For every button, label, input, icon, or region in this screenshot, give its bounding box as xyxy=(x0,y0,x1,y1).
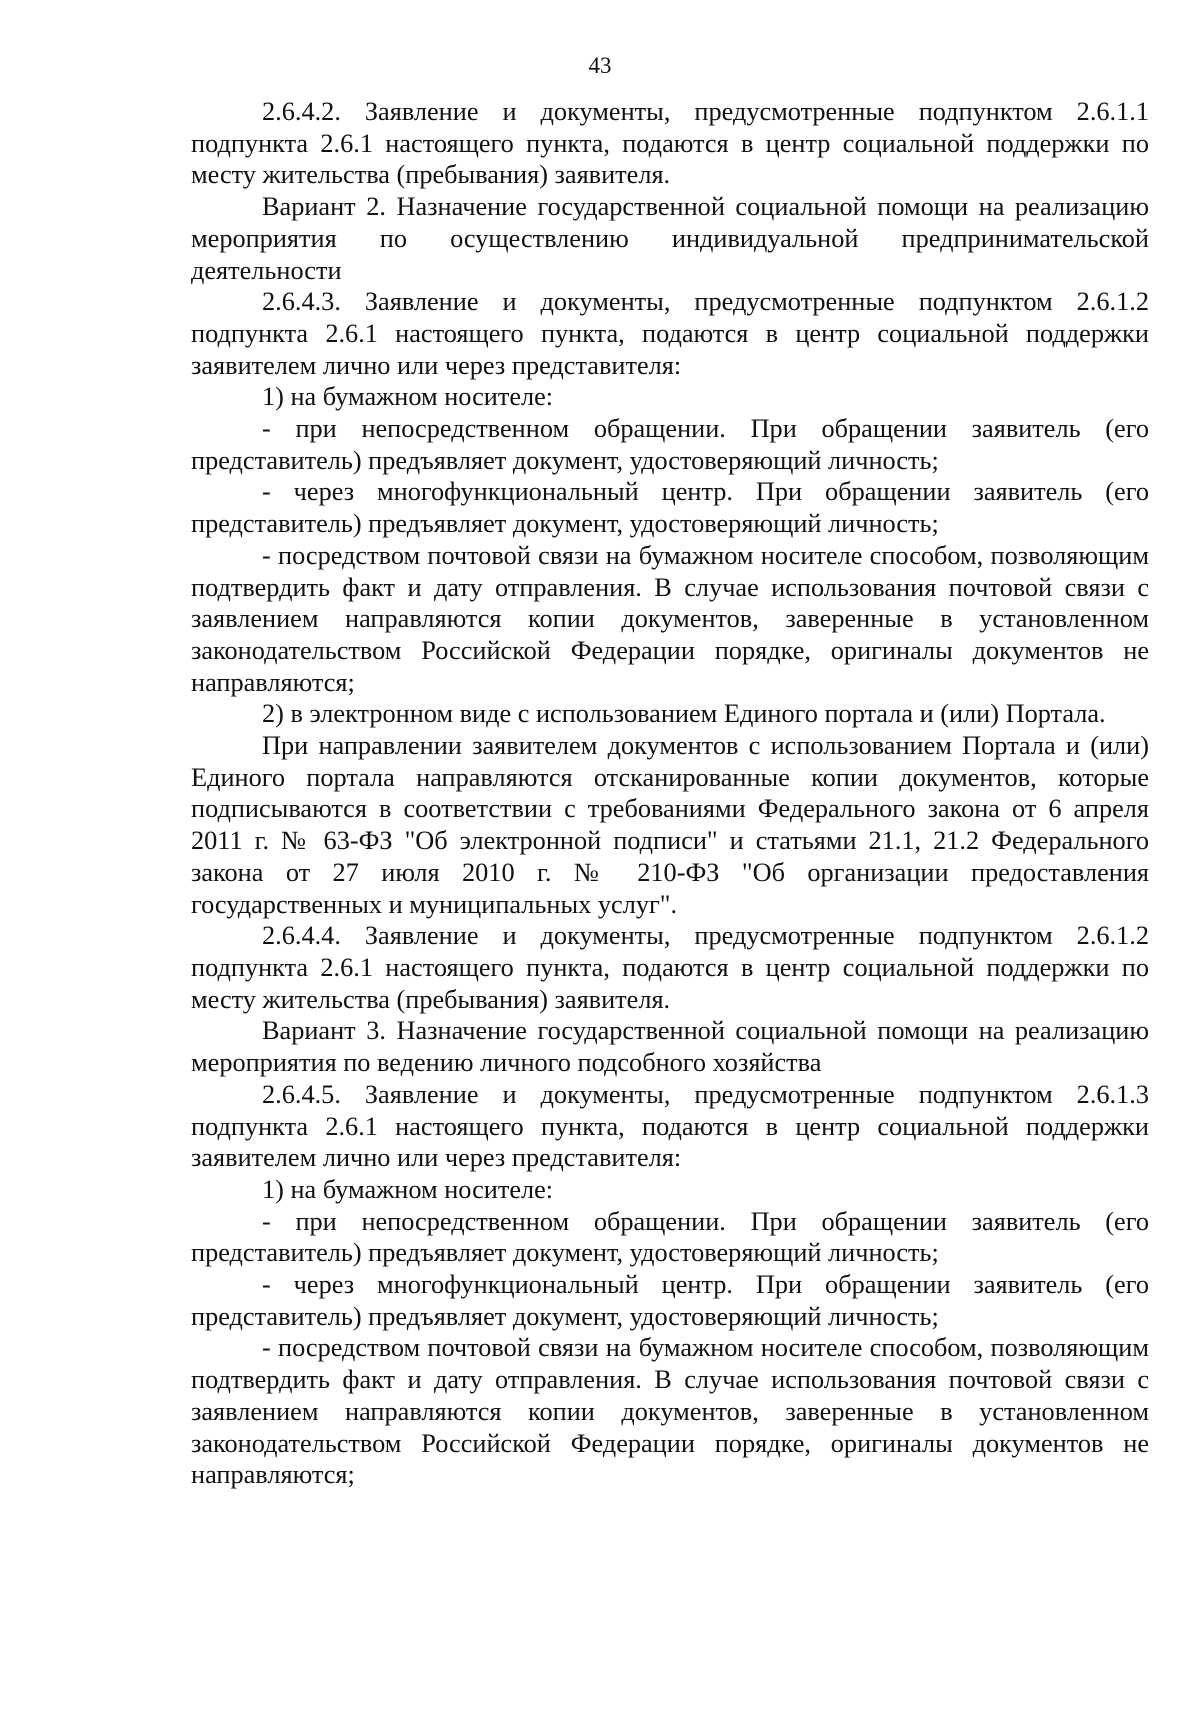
paragraph-paper-medium-2: 1) на бумажном носителе: xyxy=(262,1174,554,1204)
paragraph-variant-3-heading: Вариант 3. Назначение государственной социальной помощи на реализацию мероприятия по ведению личного подсобного хозяйства xyxy=(191,1016,1149,1078)
paragraph-direct-application: - при непосредственном обращении. При обращении заявитель (его представитель) предъявляет документ, удостоверяющий личность; xyxy=(191,414,1149,475)
paragraph-variant-2-heading: Вариант 2. Назначение государственной социальной помощи на реализацию мероприятия по осуществлению индивидуальной предпринимательской деятельности xyxy=(191,192,1149,285)
paragraph-2-6-4-2: 2.6.4.2. Заявление и документы, предусмотренные подпунктом 2.6.1.1 подпункта 2.6.1 настоящего пункта, подаются в центр социальной поддержки по месту жительства (пребывания) заявителя. xyxy=(191,97,1149,190)
paragraph-2-6-4-4: 2.6.4.4. Заявление и документы, предусмотренные подпунктом 2.6.1.2 подпункта 2.6.1 настоящего пункта, подаются в центр социальной поддержки по месту жительства (пребывания) заявителя. xyxy=(191,921,1149,1014)
page-number: 43 xyxy=(588,53,612,78)
paragraph-postal-application-2: - посредством почтовой связи на бумажном носителе способом, позволяющим подтвердить факт и дату отправления. В случае использования почтовой связи с заявлением направляются копии документов, заверенные в установленном законодательством Российской Федерации порядке, оригиналы документов не направляются; xyxy=(191,1333,1149,1490)
paragraph-mfc-application-2: - через многофункциональный центр. При обращении заявитель (его представитель) предъявляет документ, удостоверяющий личность; xyxy=(191,1270,1149,1331)
paragraph-electronic-form: 2) в электронном виде с использованием Единого портала и (или) Портала. xyxy=(262,699,1106,729)
paragraph-paper-medium: 1) на бумажном носителе: xyxy=(262,382,554,412)
paragraph-mfc-application: - через многофункциональный центр. При обращении заявитель (его представитель) предъявляет документ, удостоверяющий личность; xyxy=(191,477,1149,539)
paragraph-postal-application: - посредством почтовой связи на бумажном носителе способом, позволяющим подтвердить факт и дату отправления. В случае использования почтовой связи с заявлением направляются копии документов, заверенные в установленном законодательством Российской Федерации порядке, оригиналы документов не направляются; xyxy=(191,540,1149,697)
paragraph-2-6-4-5: 2.6.4.5. Заявление и документы, предусмотренные подпунктом 2.6.1.3 подпункта 2.6.1 настоящего пункта, подаются в центр социальной поддержки заявителем лично или через представителя: xyxy=(191,1079,1149,1173)
paragraph-electronic-documents: При направлении заявителем документов с использованием Портала и (или) Единого портала направляются отсканированные копии документов, которые подписываются в соответствии с требованиями Федерального закона от 6 апреля 2011 г. № 63-ФЗ "Об электронной подписи" и статьями 21.1, 21.2 Федерального закона от 27 июля 2010 г. № 210-ФЗ "Об организации предоставления государственных и муниципальных услуг". xyxy=(191,731,1149,919)
document-body xyxy=(191,96,1149,1491)
paragraph-direct-application-2: - при непосредственном обращении. При обращении заявитель (его представитель) предъявляет документ, удостоверяющий личность; xyxy=(191,1206,1149,1268)
paragraph-2-6-4-3: 2.6.4.3. Заявление и документы, предусмотренные подпунктом 2.6.1.2 подпункта 2.6.1 настоящего пункта, подаются в центр социальной поддержки заявителем лично или через представителя: xyxy=(191,287,1149,380)
